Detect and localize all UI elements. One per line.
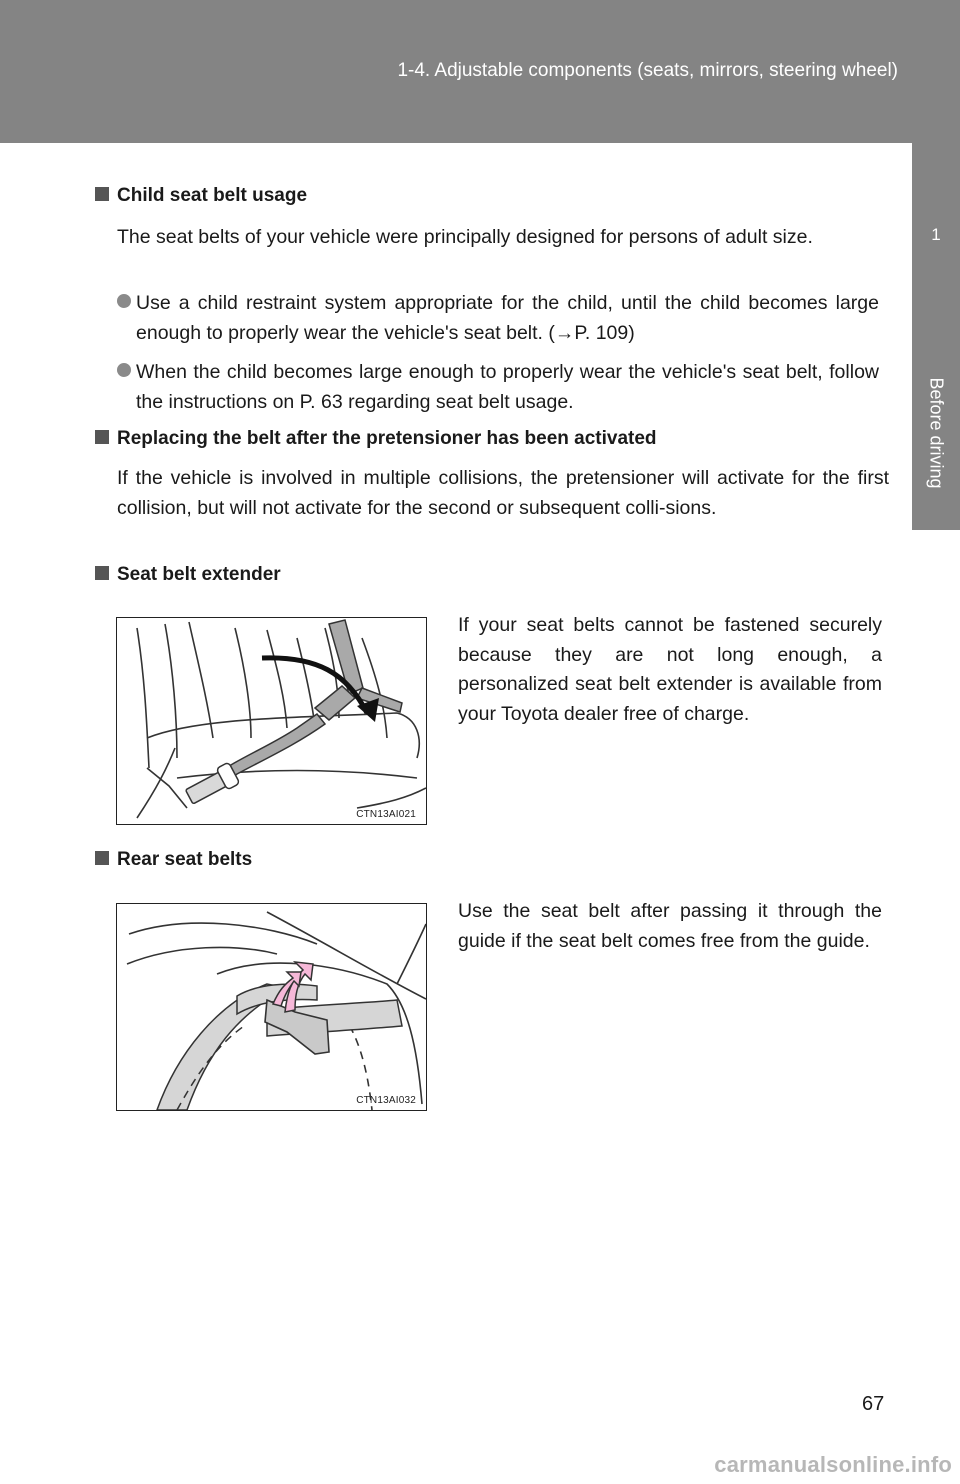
- square-bullet-icon: [95, 851, 109, 865]
- seat-belt-extender-illustration: [117, 618, 426, 824]
- heading-rear-seat-belts: Rear seat belts: [95, 849, 252, 871]
- rear-seat-belts-text: Use the seat belt after passing it through the guide if the seat belt comes free from the guide.: [458, 900, 882, 952]
- figure-seat-belt-extender: [116, 617, 427, 825]
- child-bullet-1: [117, 289, 879, 348]
- child-bullet-1-text: Use a child restraint system appropriate for the child, until the child becomes large enough to properly wear the vehicle's seat belt. (→P. 109): [136, 292, 879, 344]
- child-bullet-2: [117, 358, 879, 417]
- chapter-number: 1: [931, 225, 941, 244]
- heading-pretensioner: Replacing the belt after the pretensioner has been activated: [95, 428, 657, 450]
- square-bullet-icon: [95, 566, 109, 580]
- page-header: [0, 0, 960, 143]
- chapter-tab: [912, 143, 960, 530]
- circle-bullet-icon: [117, 294, 131, 308]
- figure-rear-seat-belts: [116, 903, 427, 1111]
- rear-seat-belt-guide-illustration: [117, 904, 426, 1110]
- square-bullet-icon: [95, 187, 109, 201]
- header-title: 1-4. Adjustable components (seats, mirrors, steering wheel): [397, 60, 898, 81]
- heading-seat-belt-extender: Seat belt extender: [95, 564, 281, 586]
- page-number: 67: [862, 1393, 885, 1415]
- child-intro-text: The seat belts of your vehicle were principally designed for persons of adult size.: [117, 226, 813, 248]
- child-bullet-2-text: When the child becomes large enough to properly wear the vehicle's seat belt, follow the instructions on P. 63 regarding seat belt usage.: [136, 361, 879, 413]
- watermark: carmanualsonline.info: [714, 1452, 952, 1477]
- heading-child-seat-belt: Child seat belt usage: [95, 185, 307, 207]
- square-bullet-icon: [95, 430, 109, 444]
- chapter-label: Before driving: [926, 377, 947, 489]
- figure-code: CTN13AI021: [356, 809, 416, 820]
- figure-code: CTN13AI032: [356, 1095, 416, 1106]
- pretensioner-text: If the vehicle is involved in multiple collisions, the pretensioner will activate for the first collision, but will not activate for the second or subsequent colli-sions.: [117, 467, 889, 519]
- circle-bullet-icon: [117, 363, 131, 377]
- extender-text: If your seat belts cannot be fastened securely because they are not long enough, a personalized seat belt extender is available from your Toyota dealer free of charge.: [458, 614, 882, 725]
